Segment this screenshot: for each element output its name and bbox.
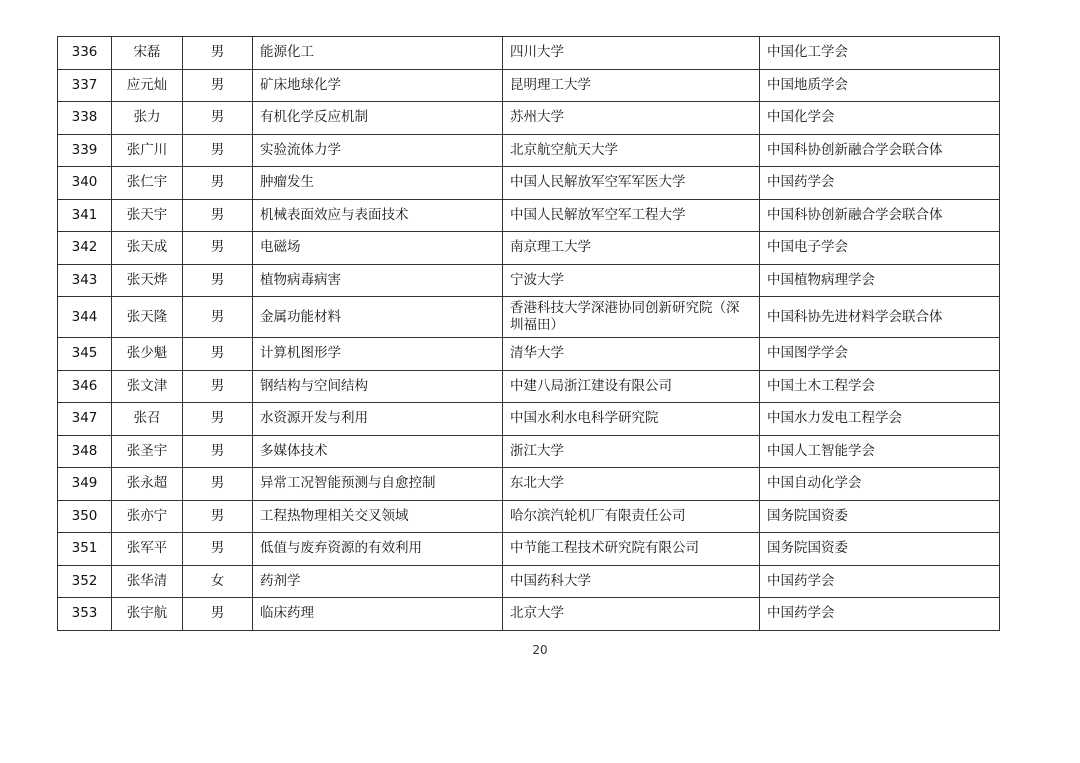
table-row xyxy=(58,338,1000,371)
gender-cell: 男 xyxy=(183,69,253,102)
person-name-cell: 张军平 xyxy=(112,533,183,566)
research-field-cell: 有机化学反应机制 xyxy=(253,102,503,135)
row-number-cell: 346 xyxy=(58,370,112,403)
person-name-cell: 张宇航 xyxy=(112,598,183,631)
organization-cell: 香港科技大学深港协同创新研究院（深圳福田） xyxy=(503,297,760,338)
research-field-cell: 电磁场 xyxy=(253,232,503,265)
table-row xyxy=(58,102,1000,135)
person-name-cell: 张华清 xyxy=(112,565,183,598)
nominating-society-cell: 中国人工智能学会 xyxy=(760,435,1000,468)
research-field-cell: 工程热物理相关交叉领域 xyxy=(253,500,503,533)
gender-cell: 男 xyxy=(183,264,253,297)
organization-cell: 中国人民解放军空军军医大学 xyxy=(503,167,760,200)
award-list-table xyxy=(57,36,1000,631)
table-row xyxy=(58,565,1000,598)
gender-cell: 男 xyxy=(183,232,253,265)
row-number-cell: 349 xyxy=(58,468,112,501)
nominating-society-cell: 中国科协创新融合学会联合体 xyxy=(760,134,1000,167)
gender-cell: 男 xyxy=(183,598,253,631)
nominating-society-cell: 中国化工学会 xyxy=(760,37,1000,70)
organization-cell: 浙江大学 xyxy=(503,435,760,468)
row-number-cell: 338 xyxy=(58,102,112,135)
table-row xyxy=(58,468,1000,501)
person-name-cell: 张天烨 xyxy=(112,264,183,297)
row-number-cell: 339 xyxy=(58,134,112,167)
person-name-cell: 张文津 xyxy=(112,370,183,403)
nominating-society-cell: 中国药学会 xyxy=(760,167,1000,200)
research-field-cell: 能源化工 xyxy=(253,37,503,70)
person-name-cell: 张亦宁 xyxy=(112,500,183,533)
nominating-society-cell: 中国电子学会 xyxy=(760,232,1000,265)
table-row xyxy=(58,598,1000,631)
organization-cell: 中国水利水电科学研究院 xyxy=(503,403,760,436)
person-name-cell: 张少魁 xyxy=(112,338,183,371)
nominating-society-cell: 中国图学学会 xyxy=(760,338,1000,371)
gender-cell: 男 xyxy=(183,37,253,70)
person-name-cell: 张天宇 xyxy=(112,199,183,232)
gender-cell: 女 xyxy=(183,565,253,598)
research-field-cell: 多媒体技术 xyxy=(253,435,503,468)
gender-cell: 男 xyxy=(183,533,253,566)
organization-cell: 中国药科大学 xyxy=(503,565,760,598)
research-field-cell: 低值与废弃资源的有效利用 xyxy=(253,533,503,566)
person-name-cell: 张天成 xyxy=(112,232,183,265)
table-row xyxy=(58,435,1000,468)
row-number-cell: 350 xyxy=(58,500,112,533)
table-row xyxy=(58,533,1000,566)
row-number-cell: 342 xyxy=(58,232,112,265)
row-number-cell: 353 xyxy=(58,598,112,631)
table-row xyxy=(58,199,1000,232)
gender-cell: 男 xyxy=(183,435,253,468)
row-number-cell: 337 xyxy=(58,69,112,102)
gender-cell: 男 xyxy=(183,468,253,501)
nominating-society-cell: 中国科协先进材料学会联合体 xyxy=(760,297,1000,338)
table-body xyxy=(58,37,1000,631)
nominating-society-cell: 中国植物病理学会 xyxy=(760,264,1000,297)
nominating-society-cell: 中国土木工程学会 xyxy=(760,370,1000,403)
organization-cell: 中国人民解放军空军工程大学 xyxy=(503,199,760,232)
research-field-cell: 机械表面效应与表面技术 xyxy=(253,199,503,232)
research-field-cell: 植物病毒病害 xyxy=(253,264,503,297)
person-name-cell: 张圣宇 xyxy=(112,435,183,468)
gender-cell: 男 xyxy=(183,297,253,338)
row-number-cell: 348 xyxy=(58,435,112,468)
nominating-society-cell: 中国水力发电工程学会 xyxy=(760,403,1000,436)
person-name-cell: 张永超 xyxy=(112,468,183,501)
table-row xyxy=(58,232,1000,265)
nominating-society-cell: 中国地质学会 xyxy=(760,69,1000,102)
page-number: 20 xyxy=(532,643,548,657)
organization-cell: 哈尔滨汽轮机厂有限责任公司 xyxy=(503,500,760,533)
row-number-cell: 343 xyxy=(58,264,112,297)
table-row xyxy=(58,37,1000,70)
research-field-cell: 矿床地球化学 xyxy=(253,69,503,102)
research-field-cell: 药剂学 xyxy=(253,565,503,598)
table-row xyxy=(58,500,1000,533)
nominating-society-cell: 中国药学会 xyxy=(760,565,1000,598)
gender-cell: 男 xyxy=(183,134,253,167)
row-number-cell: 344 xyxy=(58,297,112,338)
table-row xyxy=(58,264,1000,297)
person-name-cell: 宋磊 xyxy=(112,37,183,70)
organization-cell: 宁波大学 xyxy=(503,264,760,297)
nominating-society-cell: 国务院国资委 xyxy=(760,533,1000,566)
organization-cell: 中节能工程技术研究院有限公司 xyxy=(503,533,760,566)
gender-cell: 男 xyxy=(183,199,253,232)
gender-cell: 男 xyxy=(183,167,253,200)
gender-cell: 男 xyxy=(183,403,253,436)
table-row xyxy=(58,403,1000,436)
table-row xyxy=(58,167,1000,200)
organization-cell: 昆明理工大学 xyxy=(503,69,760,102)
row-number-cell: 347 xyxy=(58,403,112,436)
person-name-cell: 张力 xyxy=(112,102,183,135)
gender-cell: 男 xyxy=(183,338,253,371)
research-field-cell: 钢结构与空间结构 xyxy=(253,370,503,403)
person-name-cell: 张仁宇 xyxy=(112,167,183,200)
organization-cell: 北京大学 xyxy=(503,598,760,631)
row-number-cell: 345 xyxy=(58,338,112,371)
nominating-society-cell: 中国科协创新融合学会联合体 xyxy=(760,199,1000,232)
research-field-cell: 异常工况智能预测与自愈控制 xyxy=(253,468,503,501)
research-field-cell: 金属功能材料 xyxy=(253,297,503,338)
nominating-society-cell: 中国药学会 xyxy=(760,598,1000,631)
table-row xyxy=(58,370,1000,403)
research-field-cell: 计算机图形学 xyxy=(253,338,503,371)
row-number-cell: 352 xyxy=(58,565,112,598)
research-field-cell: 水资源开发与利用 xyxy=(253,403,503,436)
row-number-cell: 351 xyxy=(58,533,112,566)
organization-cell: 南京理工大学 xyxy=(503,232,760,265)
person-name-cell: 张广川 xyxy=(112,134,183,167)
nominating-society-cell: 中国自动化学会 xyxy=(760,468,1000,501)
nominating-society-cell: 国务院国资委 xyxy=(760,500,1000,533)
table-row xyxy=(58,297,1000,338)
organization-cell: 东北大学 xyxy=(503,468,760,501)
row-number-cell: 336 xyxy=(58,37,112,70)
gender-cell: 男 xyxy=(183,500,253,533)
organization-cell: 清华大学 xyxy=(503,338,760,371)
organization-cell: 中建八局浙江建设有限公司 xyxy=(503,370,760,403)
table-row xyxy=(58,134,1000,167)
row-number-cell: 341 xyxy=(58,199,112,232)
person-name-cell: 张召 xyxy=(112,403,183,436)
research-field-cell: 临床药理 xyxy=(253,598,503,631)
organization-cell: 苏州大学 xyxy=(503,102,760,135)
research-field-cell: 实验流体力学 xyxy=(253,134,503,167)
nominating-society-cell: 中国化学会 xyxy=(760,102,1000,135)
organization-cell: 北京航空航天大学 xyxy=(503,134,760,167)
research-field-cell: 肿瘤发生 xyxy=(253,167,503,200)
gender-cell: 男 xyxy=(183,370,253,403)
person-name-cell: 应元灿 xyxy=(112,69,183,102)
person-name-cell: 张天隆 xyxy=(112,297,183,338)
table-row xyxy=(58,69,1000,102)
organization-cell: 四川大学 xyxy=(503,37,760,70)
row-number-cell: 340 xyxy=(58,167,112,200)
gender-cell: 男 xyxy=(183,102,253,135)
